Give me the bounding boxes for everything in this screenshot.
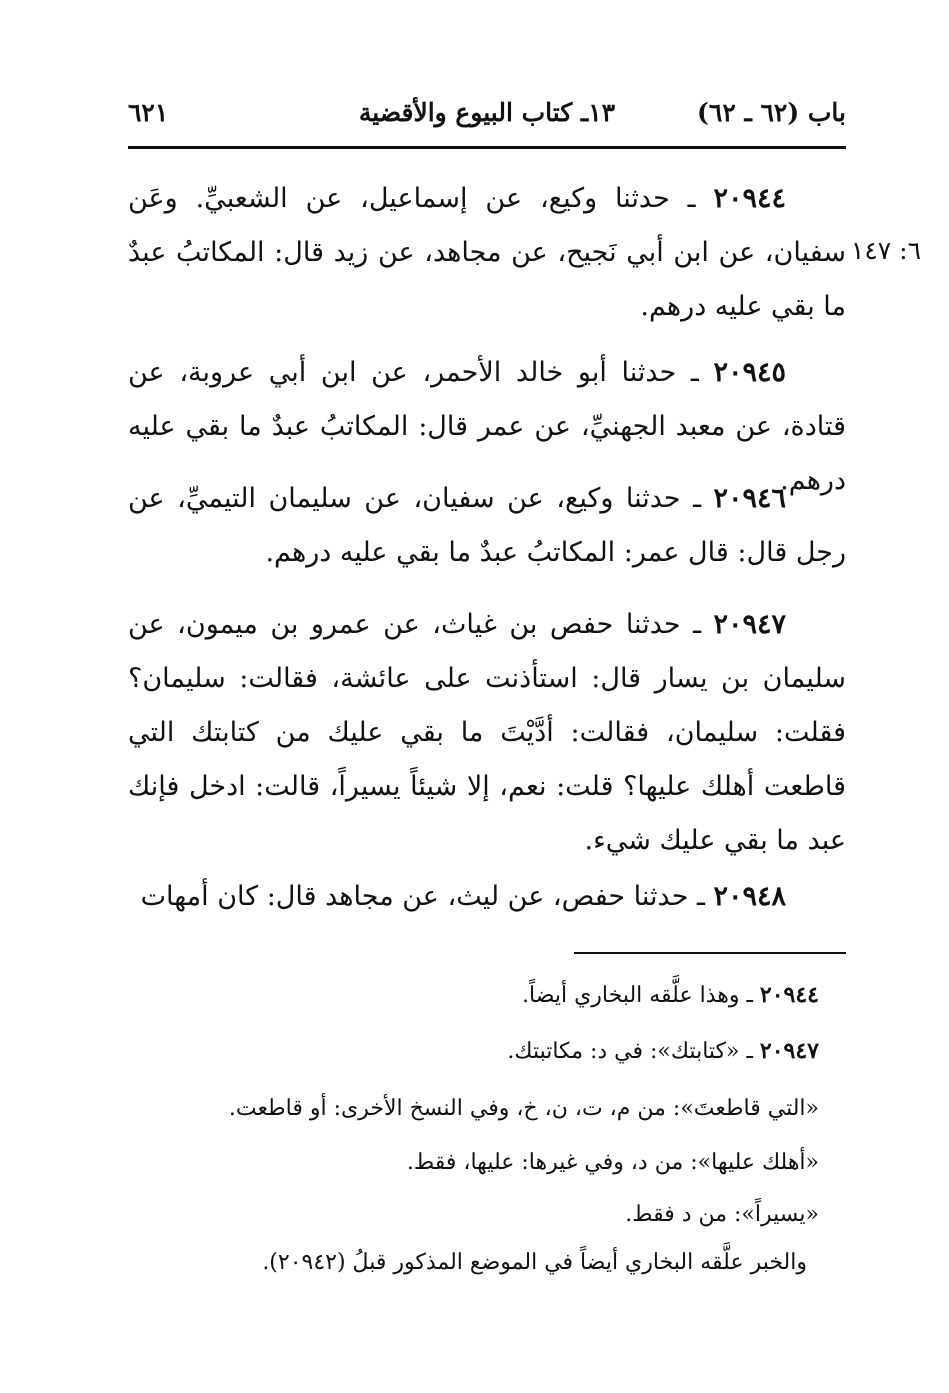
chapter-heading: باب (٦٢ ـ ٦٢) (697, 98, 846, 127)
hadith-number: ٢٠٩٤٦ (713, 483, 786, 514)
hadith-number: ٢٠٩٤٧ (713, 609, 786, 640)
running-header (128, 94, 846, 134)
hadith-entry (128, 472, 846, 580)
footnote (119, 978, 819, 1013)
footnote-text: «التي قاطعتَ»: من م، ت، ن، خ، وفي النسخ الأخرى: أو قاطعت. (228, 1096, 819, 1121)
footnote-number: ٢٠٩٤٧ (759, 1038, 819, 1064)
hadith-text: ـ حدثنا أبو خالد الأحمر، عن ابن أبي عروبة، عن قتادة، عن معبد الجهنيِّ، عن عمر قال: المكاتبُ عبدٌ ما بقي عليه درهم. (128, 357, 846, 496)
footnote-text: «أهلك عليها»: من د، وفي غيرها: عليها، فقط. (406, 1150, 819, 1175)
hadith-text: ـ حدثنا وكيع، عن إسماعيل، عن الشعبيِّ. وعَن سفيان، عن ابن أبي نَجيح، عن مجاهد، عن زيد قال: المكاتبُ عبدٌ ما بقي عليه درهم. (128, 183, 846, 322)
hadith-entry (128, 172, 846, 334)
hadith-number: ٢٠٩٤٨ (713, 881, 786, 912)
hadith-number: ٢٠٩٤٥ (713, 357, 786, 388)
footnote (119, 1034, 819, 1069)
footnote-text: ـ وهذا علَّقه البخاري أيضاً. (522, 983, 760, 1008)
header-rule (128, 146, 846, 149)
footnote-text: ـ «كتابتك»: في د: مكاتبتك. (507, 1039, 760, 1064)
hadith-number: ٢٠٩٤٤ (713, 183, 786, 214)
book-title: ١٣ـ كتاب البيوع والأقضية (358, 98, 616, 127)
footnote (119, 1092, 819, 1126)
footnote-rule (574, 952, 846, 954)
footnote (119, 1198, 819, 1232)
footnote-text: والخبر علَّقه البخاري أيضاً في الموضع المذكور قبلُ (٢٠٩٤٢). (262, 1250, 807, 1275)
hadith-text: ـ حدثنا وكيع، عن سفيان، عن سليمان التيميِّ، عن رجل قال: قال عمر: المكاتبُ عبدٌ ما بقي عليه درهم. (128, 483, 846, 568)
hadith-text: ـ حدثنا حفص بن غياث، عن عمرو بن ميمون، عن سليمان بن يسار قال: استأذنت على عائشة، فقالت: سليمان؟ فقلت: سليمان، فقالت: أدَّيْتَ ما بقي عليك من كتابتك التي قاطعت أهلك عليها؟ قلت: نعم، إلا شيئاً يسيراً، قالت: ادخل فإنك عبد ما بقي عليك شيء. (128, 609, 846, 856)
footnote (107, 1246, 807, 1280)
hadith-entry (128, 598, 846, 868)
hadith-text: ـ حدثنا حفص، عن ليث، عن مجاهد قال: كان أمهات (140, 881, 714, 912)
page-number: ٦٢١ (128, 98, 169, 127)
hadith-entry (128, 870, 846, 924)
margin-reference: ٦: ١٤٧ (850, 236, 921, 265)
footnote-number: ٢٠٩٤٤ (759, 982, 819, 1008)
footnote-text: «يسيراً»: من د فقط. (625, 1202, 819, 1227)
footnote (119, 1146, 819, 1180)
